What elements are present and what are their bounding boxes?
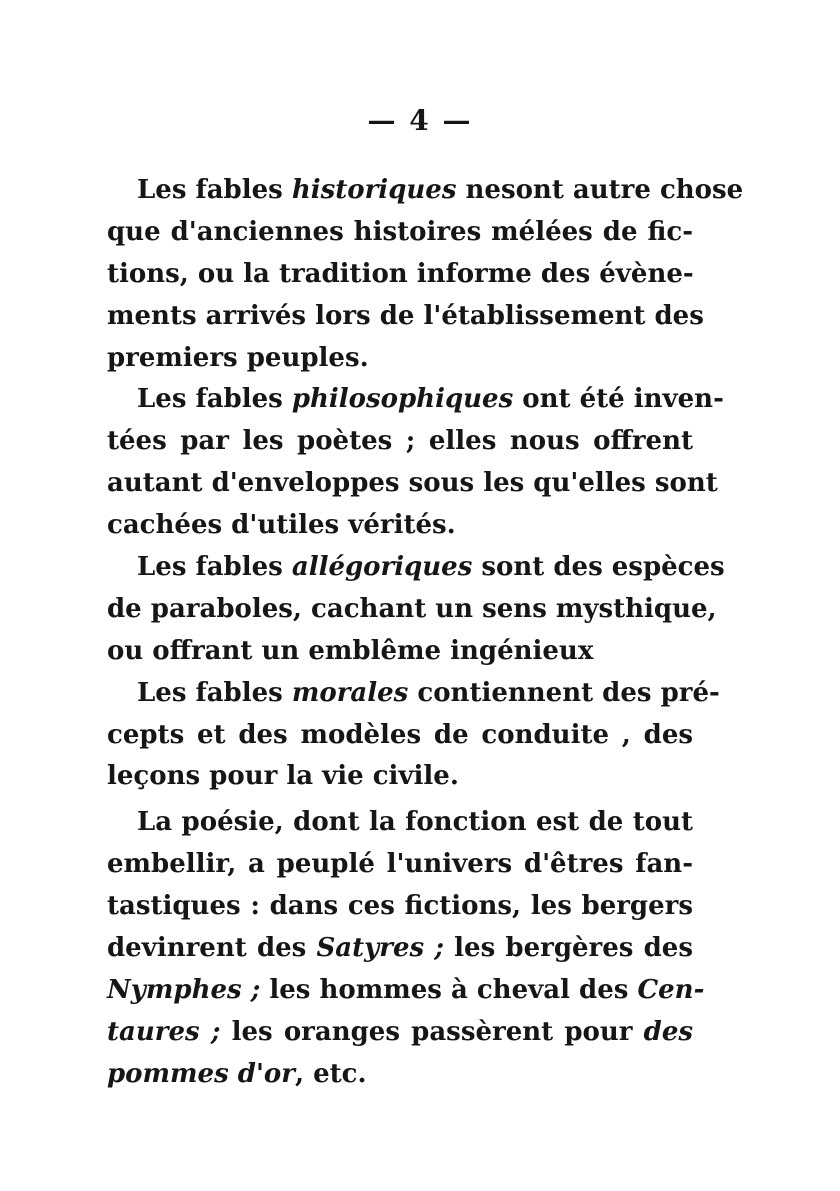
paragraph <box>107 802 705 1095</box>
text-line <box>107 547 725 589</box>
text-line <box>107 1012 693 1054</box>
text-run: ou offrant un emblême ingénieux <box>107 635 594 666</box>
page-number: — 4 — <box>367 104 473 137</box>
italic-term: historiques <box>291 175 457 205</box>
text-line <box>107 589 717 631</box>
text-line <box>107 802 693 844</box>
text-line <box>107 463 718 505</box>
text-line <box>107 631 693 673</box>
text-run: les hommes à cheval des <box>260 974 638 1005</box>
text-run: nesont autre chose <box>456 175 744 205</box>
paragraph <box>107 170 744 379</box>
text-run: que d'anciennes histoires mélées de fic- <box>107 216 693 247</box>
text-line <box>107 421 693 463</box>
text-line <box>107 254 693 296</box>
text-run: devinrent des <box>107 933 317 964</box>
italic-term: Cen- <box>637 974 705 1005</box>
text-run: tées par les poètes ; elles nous offrent <box>107 426 693 457</box>
text-run: de paraboles, cachant un sens mysthique, <box>107 593 717 624</box>
text-line <box>107 1054 693 1096</box>
paragraph <box>107 379 724 547</box>
text-line <box>107 170 744 212</box>
text-line <box>107 756 693 798</box>
text-run: ont été inven- <box>513 384 724 415</box>
text-run: les oranges passèrent pour <box>220 1016 644 1047</box>
text-run: autant d'enveloppes sous les qu'elles sont <box>107 468 718 499</box>
text-line <box>107 212 693 254</box>
text-run: premiers peuples. <box>107 342 369 373</box>
text-run: La poésie, dont la fonction est de tout <box>137 807 693 838</box>
text-run: Les fables <box>137 384 292 415</box>
paragraph <box>107 673 720 799</box>
italic-term: morales <box>291 677 409 708</box>
text-run: embellir, a peuplé l'univers d'êtres fan- <box>107 849 693 880</box>
text-run: ments arrivés lors de l'établissement des <box>107 300 704 331</box>
text-run: cepts et des modèles de conduite , des <box>107 719 693 750</box>
text-run: tions, ou la tradition informe des évène- <box>107 258 694 289</box>
text-line <box>107 296 704 338</box>
italic-term: Satyres ; <box>316 933 444 964</box>
text-run: les bergères des <box>443 933 693 964</box>
text-line <box>107 715 693 757</box>
text-run: contiennent des pré- <box>408 677 720 708</box>
italic-term: Nymphes ; <box>107 974 261 1005</box>
italic-term: taures ; <box>107 1016 221 1047</box>
italic-term: des <box>643 1016 693 1047</box>
text-run: cachées d'utiles vérités. <box>107 510 456 541</box>
text-line <box>107 338 693 380</box>
text-line <box>107 970 705 1012</box>
text-run: , etc. <box>294 1058 367 1089</box>
text-run: Les fables <box>137 552 292 583</box>
text-run: leçons pour la vie civile. <box>107 761 459 792</box>
text-line <box>107 673 720 715</box>
paragraph <box>107 547 725 673</box>
text-line <box>107 928 693 970</box>
text-run: Les fables <box>137 175 292 205</box>
italic-term: allégoriques <box>291 552 473 583</box>
italic-term: pommes d'or <box>107 1058 295 1089</box>
text-line <box>107 886 693 928</box>
body-text <box>107 170 744 1096</box>
text-line <box>107 505 693 547</box>
text-run: Les fables <box>137 677 292 708</box>
text-line <box>107 379 724 421</box>
text-run: sont des espèces <box>472 552 725 583</box>
text-line <box>107 844 693 886</box>
italic-term: philosophiques <box>291 384 514 415</box>
text-run: tastiques : dans ces fictions, les bergers <box>107 891 693 922</box>
